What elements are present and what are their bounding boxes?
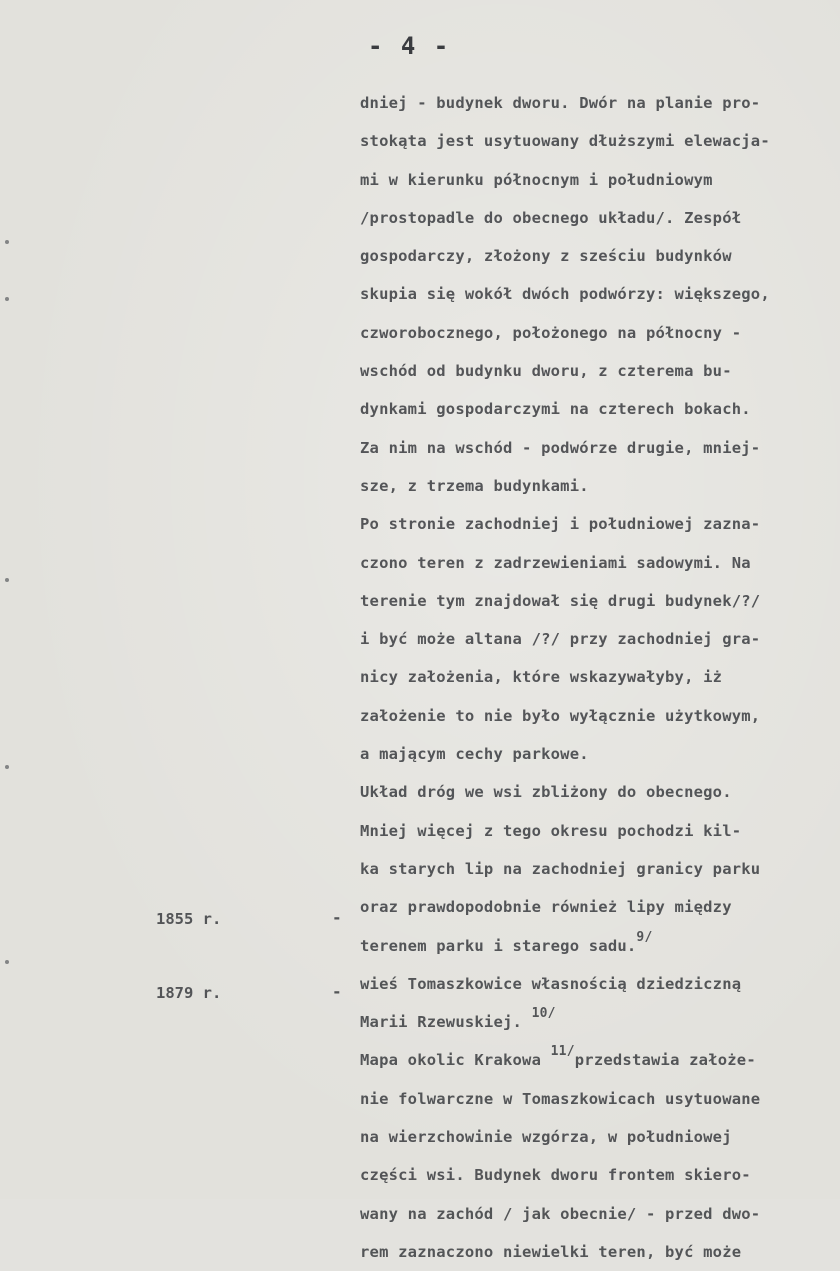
entry-year-1855: 1855 r.	[156, 910, 222, 928]
footnote-ref-11: 11/	[550, 1044, 575, 1060]
text-line: części wsi. Budynek dworu frontem skiero-	[360, 1166, 751, 1185]
page-number: - 4 -	[368, 32, 451, 60]
text-line: Mniej więcej z tego okresu pochodzi kil-	[360, 821, 742, 840]
text-line: terenem parku i starego sadu.$^{9/}$	[360, 929, 653, 955]
margin-dot	[5, 578, 9, 582]
text-line: gospodarczy, złożony z sześciu budynków	[360, 247, 732, 266]
text-line: na wierzchowinie wzgórza, w południowej	[360, 1128, 732, 1147]
text-line: oraz prawdopodobnie również lipy między	[360, 898, 732, 917]
margin-dot	[5, 960, 9, 964]
text-line: wschód od budynku dworu, z czterema bu-	[360, 362, 732, 381]
text-line: nie folwarczne w Tomaszkowicach usytuowane	[360, 1089, 761, 1108]
footnote-ref-10: 10/	[531, 1006, 556, 1022]
text-line: stokąta jest usytuowany dłuższymi elewacja-	[360, 132, 770, 151]
text-line: Po stronie zachodniej i południowej zazna-	[360, 515, 761, 534]
text-line: a mającym cechy parkowe.	[360, 745, 589, 764]
text-line: mi w kierunku północnym i południowym	[360, 170, 713, 189]
text-line: dniej - budynek dworu. Dwór na planie pro-	[360, 94, 761, 112]
text-line: ka starych lip na zachodniej granicy parku	[360, 859, 761, 878]
text-line: czono teren z zadrzewieniami sadowymi. Na	[360, 553, 751, 572]
text-line: czworobocznego, położonego na północny -	[360, 323, 742, 342]
body-text	[360, 84, 830, 1271]
text-line: wany na zachód / jak obecnie/ - przed dwo-	[360, 1204, 761, 1223]
text-line: nicy założenia, które wskazywałyby, iż	[360, 668, 723, 687]
footnote-ref-9: 9/	[636, 929, 653, 945]
text-line: Mapa okolic Krakowa $^{11/}$przedstawia założe-	[360, 1044, 756, 1070]
margin-dot	[5, 240, 9, 244]
text-line: /prostopadle do obecnego układu/. Zespół	[360, 208, 742, 227]
text-line: Marii Rzewuskiej. $^{10/}$	[360, 1006, 556, 1032]
text-line: sze, z trzema budynkami.	[360, 476, 589, 495]
text-line: założenie to nie było wyłącznie użytkowym,	[360, 706, 761, 725]
text-line: dynkami gospodarczymi na czterech bokach.	[360, 400, 751, 419]
entry-year-1879: 1879 r.	[156, 984, 222, 1002]
text-line: wieś Tomaszkowice własnością dziedziczną	[360, 974, 742, 993]
text-line: skupia się wokół dwóch podwórzy: większego,	[360, 285, 770, 304]
margin-dot	[5, 297, 9, 301]
margin-dot	[5, 765, 9, 769]
text-line: rem zaznaczono niewielki teren, być może	[360, 1242, 742, 1261]
text-line: i być może altana /?/ przy zachodniej gra-	[360, 630, 761, 649]
entry-dash: -	[332, 908, 342, 927]
text-line: Układ dróg we wsi zbliżony do obecnego.	[360, 783, 732, 802]
text-line: terenie tym znajdował się drugi budynek/?/	[360, 591, 761, 610]
entry-dash: -	[332, 982, 342, 1001]
text-line: Za nim na wschód - podwórze drugie, mniej-	[360, 438, 761, 457]
